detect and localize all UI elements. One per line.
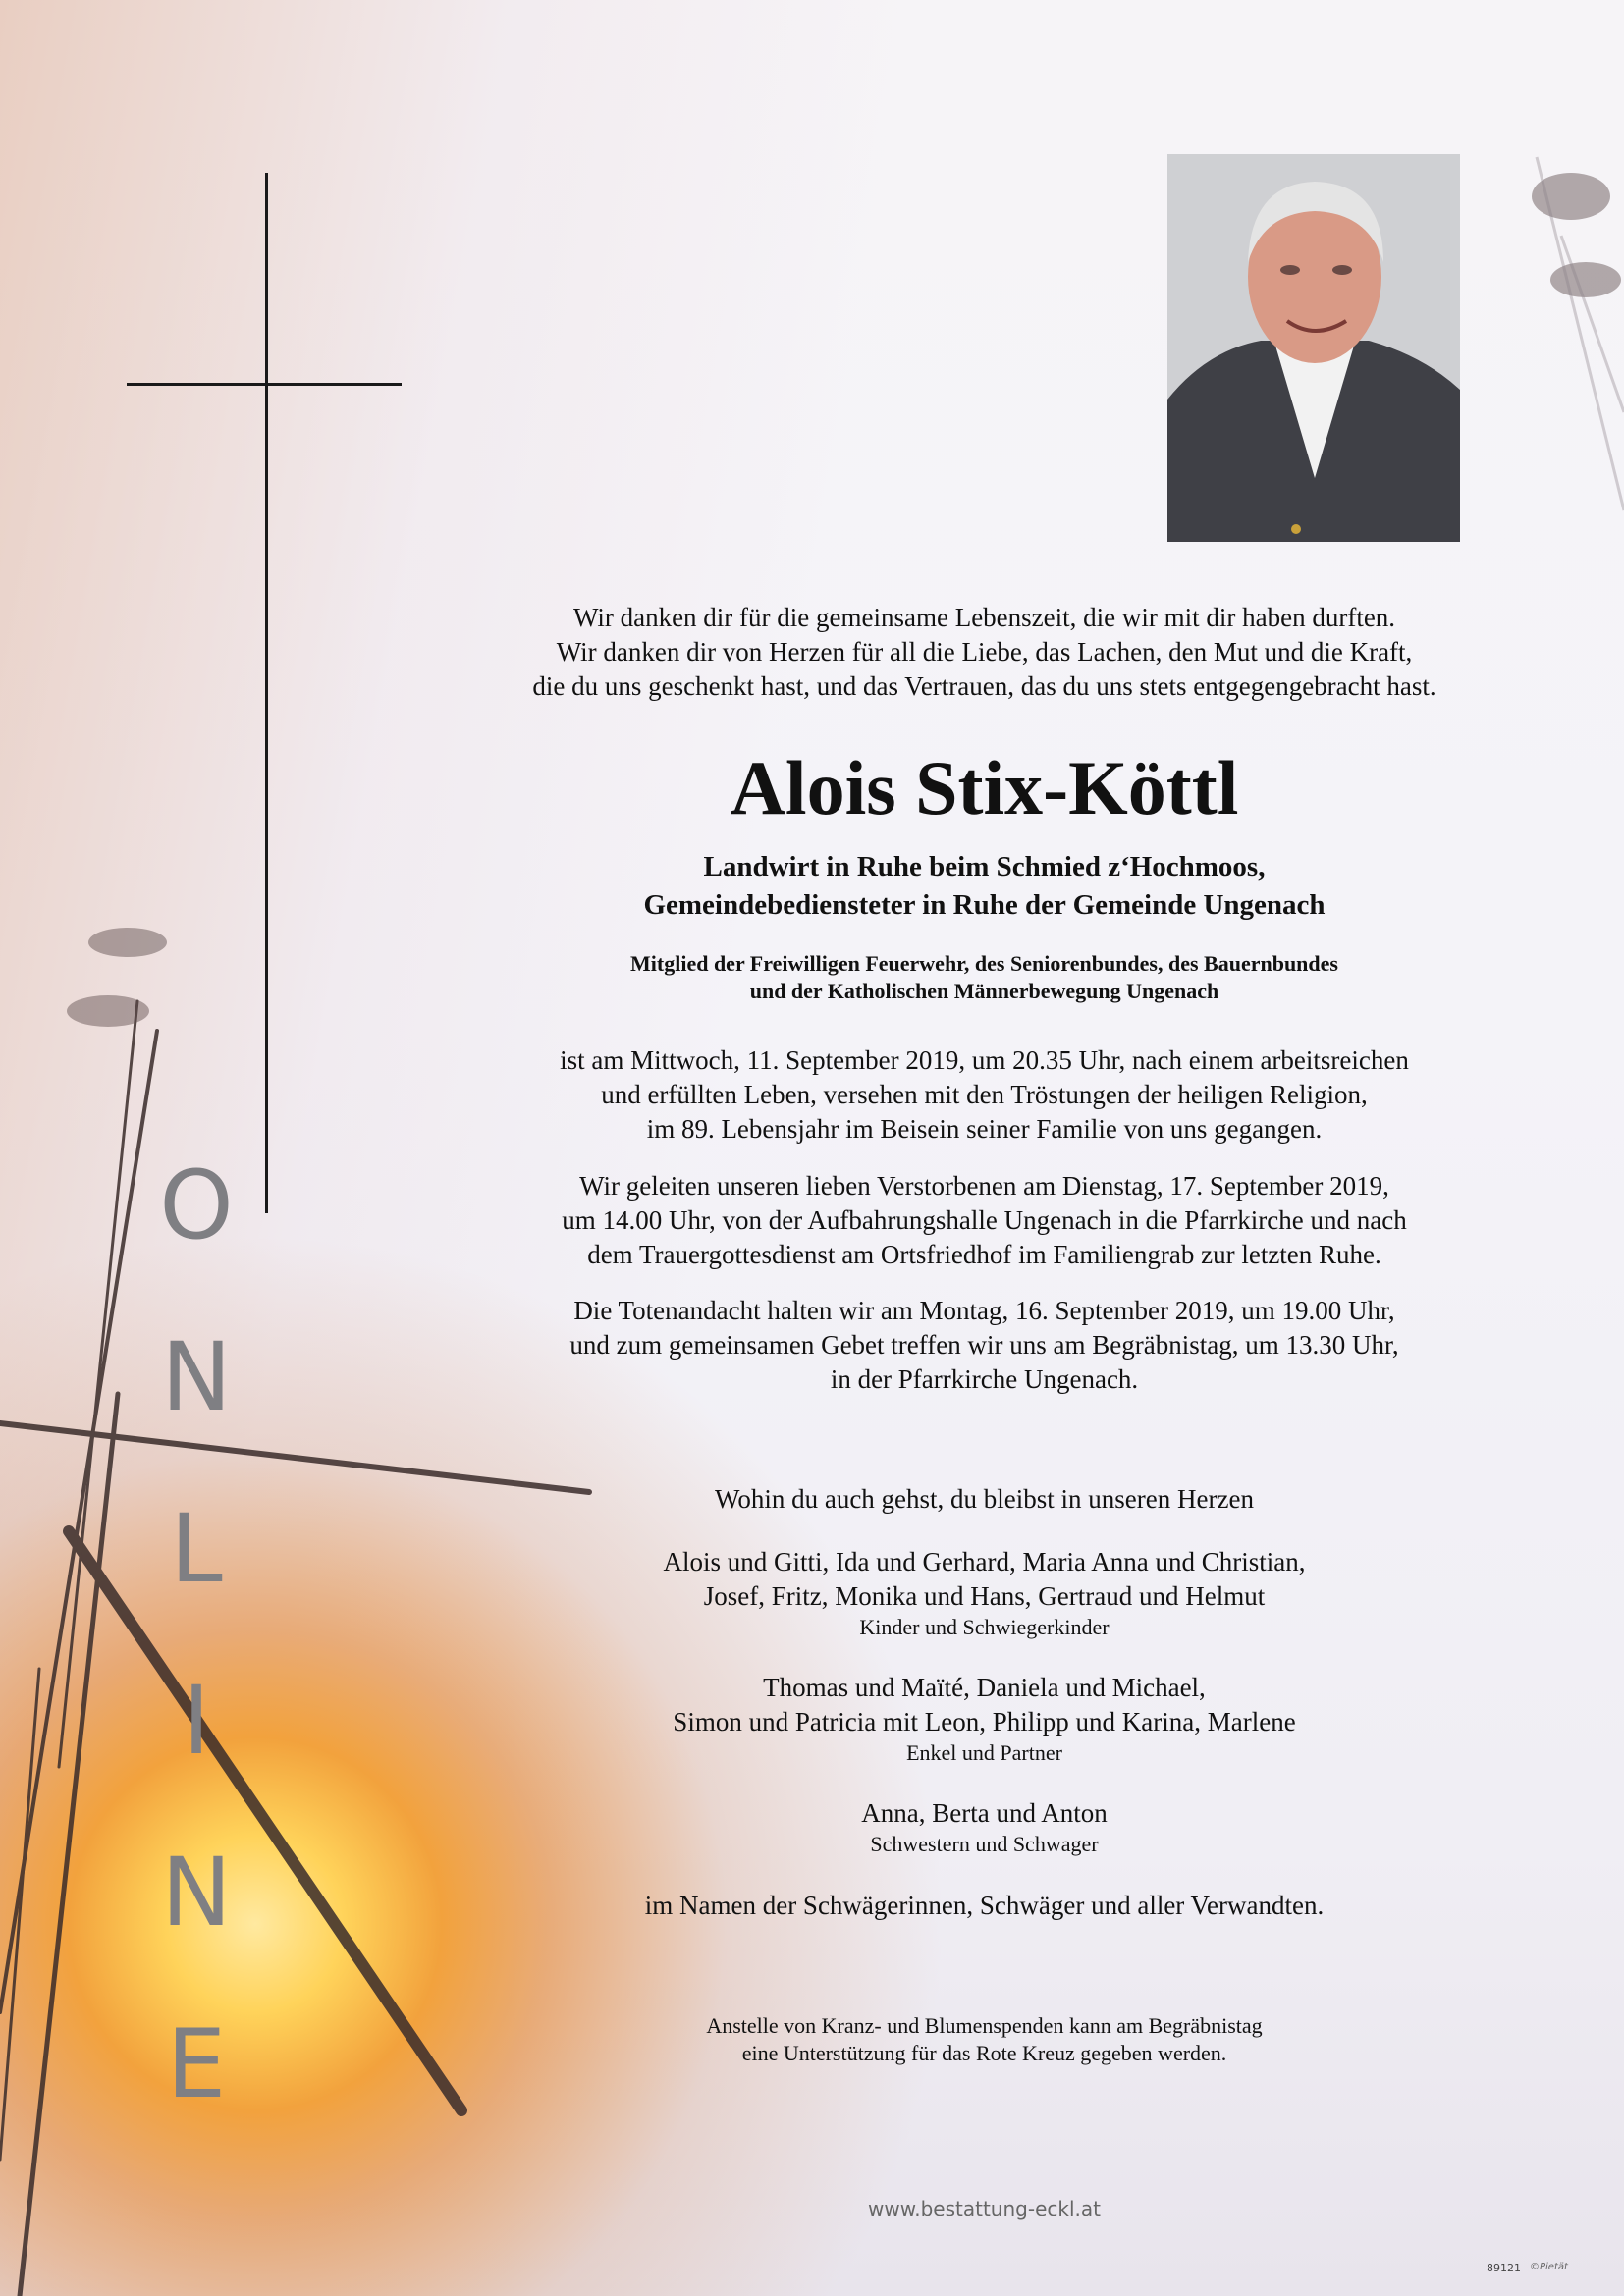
paragraph-line: um 14.00 Uhr, von der Aufbahrungshalle Ungenach in die Pfarrkirche und nach	[562, 1205, 1407, 1235]
paragraph-line: Die Totenandacht halten wir am Montag, 16. September 2019, um 19.00 Uhr,	[573, 1296, 1395, 1325]
printer-logo: ©Pietät	[1530, 2262, 1568, 2272]
death-notice-paragraph	[452, 1043, 1517, 1147]
paragraph-line: in der Pfarrkirche Ungenach.	[830, 1364, 1139, 1394]
portrait-photo	[1167, 154, 1460, 542]
donation-line: Anstelle von Kranz- und Blumenspenden kann am Begräbnistag	[706, 2013, 1263, 2038]
mourner-names: Thomas und Maïté, Daniela und Michael,	[763, 1673, 1206, 1702]
mourner-names: Anna, Berta und Anton	[861, 1798, 1108, 1828]
cross-vertical-bar	[265, 173, 268, 1213]
motto: Wohin du auch gehst, du bleibst in unseren Herzen	[715, 1484, 1254, 1514]
mourner-group-children	[452, 1545, 1517, 1641]
gratitude-quote	[452, 601, 1517, 704]
online-letter: O	[159, 1150, 234, 1260]
funeral-paragraph	[452, 1169, 1517, 1272]
membership-line: Mitglied der Freiwilligen Feuerwehr, des Seniorenbundes, des Bauernbundes	[630, 951, 1338, 976]
paragraph-line: dem Trauergottesdienst am Ortsfriedhof im Familiengrab zur letzten Ruhe.	[587, 1240, 1381, 1269]
vigil-paragraph	[452, 1294, 1517, 1397]
online-letter: N	[161, 1838, 232, 1948]
membership-line: und der Katholischen Männerbewegung Ungenach	[749, 979, 1219, 1003]
mourner-role: Kinder und Schwiegerkinder	[859, 1615, 1110, 1639]
donation-note	[452, 2012, 1517, 2067]
paragraph-line: und erfüllten Leben, versehen mit den Tröstungen der heiligen Religion,	[601, 1080, 1368, 1109]
donation-line: eine Unterstützung für das Rote Kreuz gegeben werden.	[741, 2041, 1227, 2065]
online-letter: E	[166, 2009, 227, 2119]
deceased-name: Alois Stix-Köttl	[730, 745, 1239, 830]
memberships	[452, 950, 1517, 1005]
paragraph-line: Wir geleiten unseren lieben Verstorbenen am Dienstag, 17. September 2019,	[579, 1171, 1389, 1201]
online-letter: I	[182, 1666, 211, 1776]
mourner-role: Schwestern und Schwager	[870, 1832, 1099, 1856]
paragraph-line: ist am Mittwoch, 11. September 2019, um 20.35 Uhr, nach einem arbeitsreichen	[560, 1045, 1409, 1075]
closing-line: im Namen der Schwägerinnen, Schwäger und aller Verwandten.	[644, 1891, 1325, 1920]
online-letter: L	[170, 1494, 223, 1604]
quote-line: Wir danken dir von Herzen für all die Liebe, das Lachen, den Mut und die Kraft,	[556, 637, 1413, 667]
mourner-names: Simon und Patricia mit Leon, Philipp und Karina, Marlene	[673, 1707, 1296, 1736]
paragraph-line: im 89. Lebensjahr im Beisein seiner Familie von uns gegangen.	[646, 1114, 1323, 1144]
website-link[interactable]: www.bestattung-eckl.at	[868, 2197, 1101, 2220]
online-letter: N	[161, 1322, 232, 1432]
subtitle-line: Gemeindebediensteter in Ruhe der Gemeinde Ungenach	[643, 889, 1326, 921]
mourner-group-grandchildren	[452, 1671, 1517, 1767]
print-code: 89121	[1487, 2262, 1521, 2274]
mourner-role: Enkel und Partner	[906, 1740, 1062, 1765]
paragraph-line: und zum gemeinsamen Gebet treffen wir uns am Begräbnistag, um 13.30 Uhr,	[569, 1330, 1399, 1360]
mourner-group-siblings	[452, 1796, 1517, 1858]
mourner-names: Alois und Gitti, Ida und Gerhard, Maria Anna und Christian,	[663, 1547, 1306, 1576]
subtitle-line: Landwirt in Ruhe beim Schmied z‘Hochmoos,	[703, 851, 1266, 882]
mourner-names: Josef, Fritz, Monika und Hans, Gertraud und Helmut	[703, 1581, 1266, 1611]
quote-line: Wir danken dir für die gemeinsame Lebenszeit, die wir mit dir haben durften.	[572, 603, 1396, 632]
cross-horizontal-bar	[127, 383, 402, 386]
occupation-subtitle	[452, 848, 1517, 925]
quote-line: die du uns geschenkt hast, und das Vertrauen, das du uns stets entgegengebracht hast.	[532, 671, 1436, 701]
